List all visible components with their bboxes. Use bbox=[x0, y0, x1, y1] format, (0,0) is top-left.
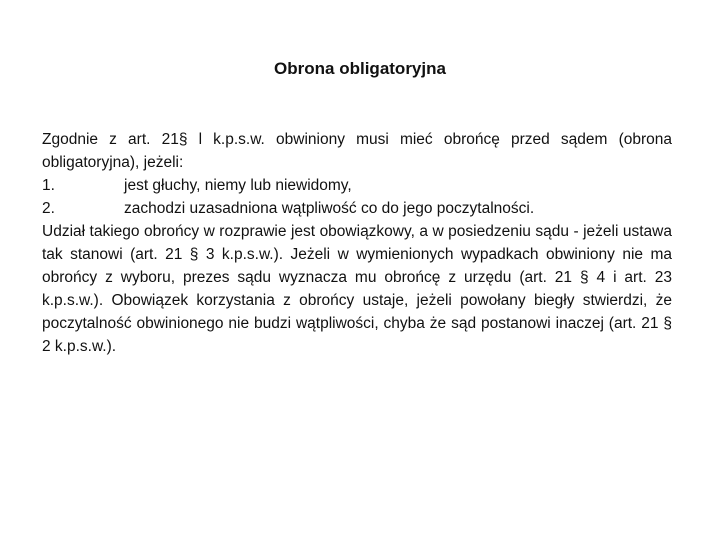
slide-title: Obrona obligatoryjna bbox=[274, 59, 446, 78]
slide-body bbox=[42, 128, 672, 358]
list-item-text: jest głuchy, niemy lub niewidomy, bbox=[124, 177, 352, 194]
list-item-number: 2. bbox=[42, 200, 55, 217]
intro-paragraph: Zgodnie z art. 21§ l k.p.s.w. obwiniony musi mieć obrońcę przed sądem (obrona obligatoryjna), jeżeli: bbox=[42, 131, 672, 171]
list-item bbox=[42, 197, 672, 220]
closing-paragraph: Udział takiego obrońcy w rozprawie jest obowiązkowy, a w posiedzeniu sądu - jeżeli ustawa tak stanowi (art. 21 § 3 k.p.s.w.). Jeżeli w wymienionych wypadkach obwiniony nie ma obrońcy z wyboru, prezes sądu wyznacza mu obrońcę z urzędu (art. 21 § 4 i art. 23 k.p.s.w.). Obowiązek korzystania z obrońcy ustaje, jeżeli powołany biegły stwierdzi, że poczytalność obwinionego nie budzi wątpliwości, chyba że sąd postanowi inaczej (art. 21 § 2 k.p.s.w.). bbox=[42, 223, 672, 355]
list-item bbox=[42, 174, 672, 197]
list-item-text: zachodzi uzasadniona wątpliwość co do jego poczytalności. bbox=[124, 200, 535, 217]
list-item-number: 1. bbox=[42, 177, 55, 194]
